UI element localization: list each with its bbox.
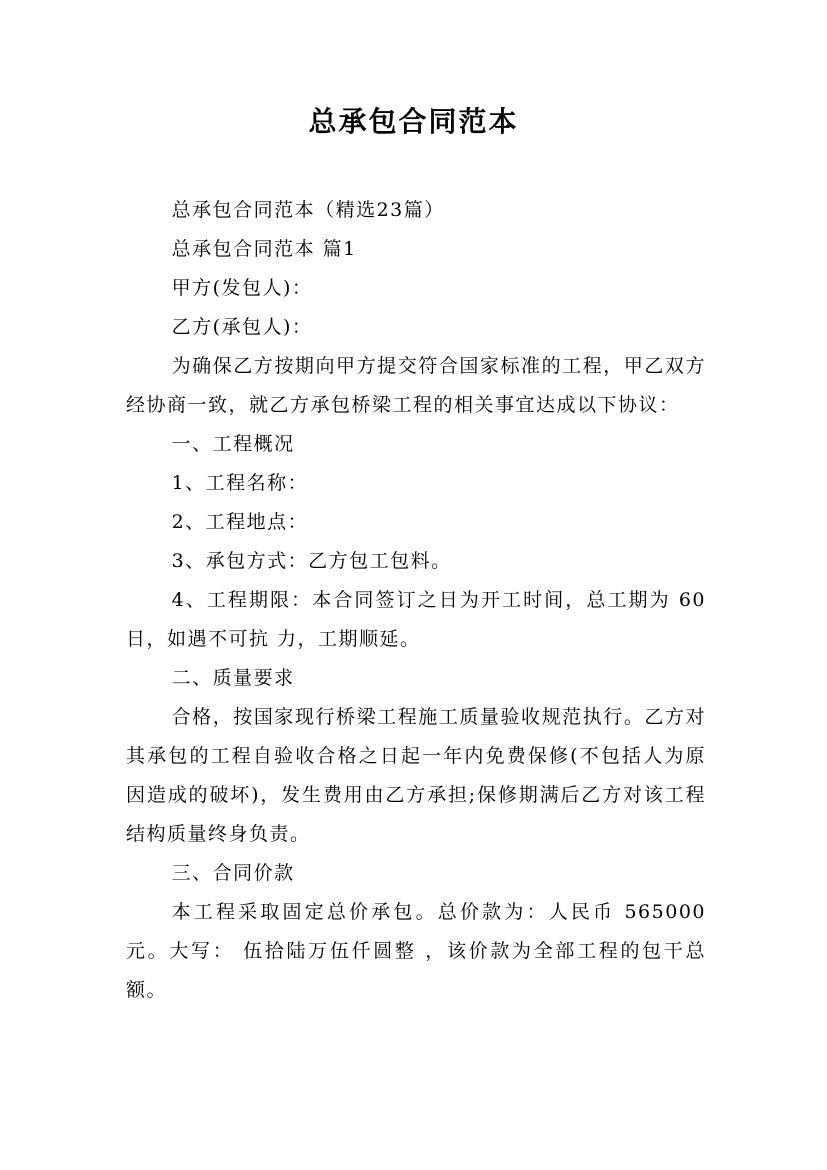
document-body	[126, 191, 706, 1010]
paragraph-preamble: 为确保乙方按期向甲方提交符合国家标准的工程，甲乙双方经协商一致，就乙方承包桥梁工程的相关事宜达成以下协议：	[126, 355, 706, 416]
paragraph-heading-quality: 二、质量要求	[171, 667, 295, 689]
paragraph-subtitle: 总承包合同范本（精选23篇）	[171, 199, 445, 221]
paragraph-heading-price: 三、合同价款	[171, 862, 295, 884]
paragraph-project-name: 1、工程名称：	[171, 472, 309, 494]
paragraph-heading-overview: 一、工程概况	[171, 433, 295, 455]
paragraph-project-duration: 4、工程期限：本合同签订之日为开工时间，总工期为 60日，如遇不可抗 力，工期顺延。	[126, 589, 706, 650]
paragraph-party-a: 甲方(发包人)：	[171, 277, 313, 299]
paragraph-price-terms: 本工程采取固定总价承包。总价款为：人民币 565000元。大写： 伍拾陆万伍仟圆整 ，该价款为全部工程的包干总额。	[126, 901, 706, 1001]
paragraph-section-heading: 总承包合同范本 篇1	[171, 238, 357, 260]
paragraph-project-location: 2、工程地点：	[171, 511, 309, 533]
paragraph-contract-method: 3、承包方式：乙方包工包料。	[171, 550, 452, 572]
paragraph-quality-terms: 合格，按国家现行桥梁工程施工质量验收规范执行。乙方对其承包的工程自验收合格之日起一年内免费保修(不包括人为原因造成的破坏)，发生费用由乙方承担;保修期满后乙方对该工程结构质量终身负责。	[126, 706, 706, 845]
document-title: 总承包合同范本	[308, 105, 519, 138]
paragraph-party-b: 乙方(承包人)：	[171, 316, 313, 338]
